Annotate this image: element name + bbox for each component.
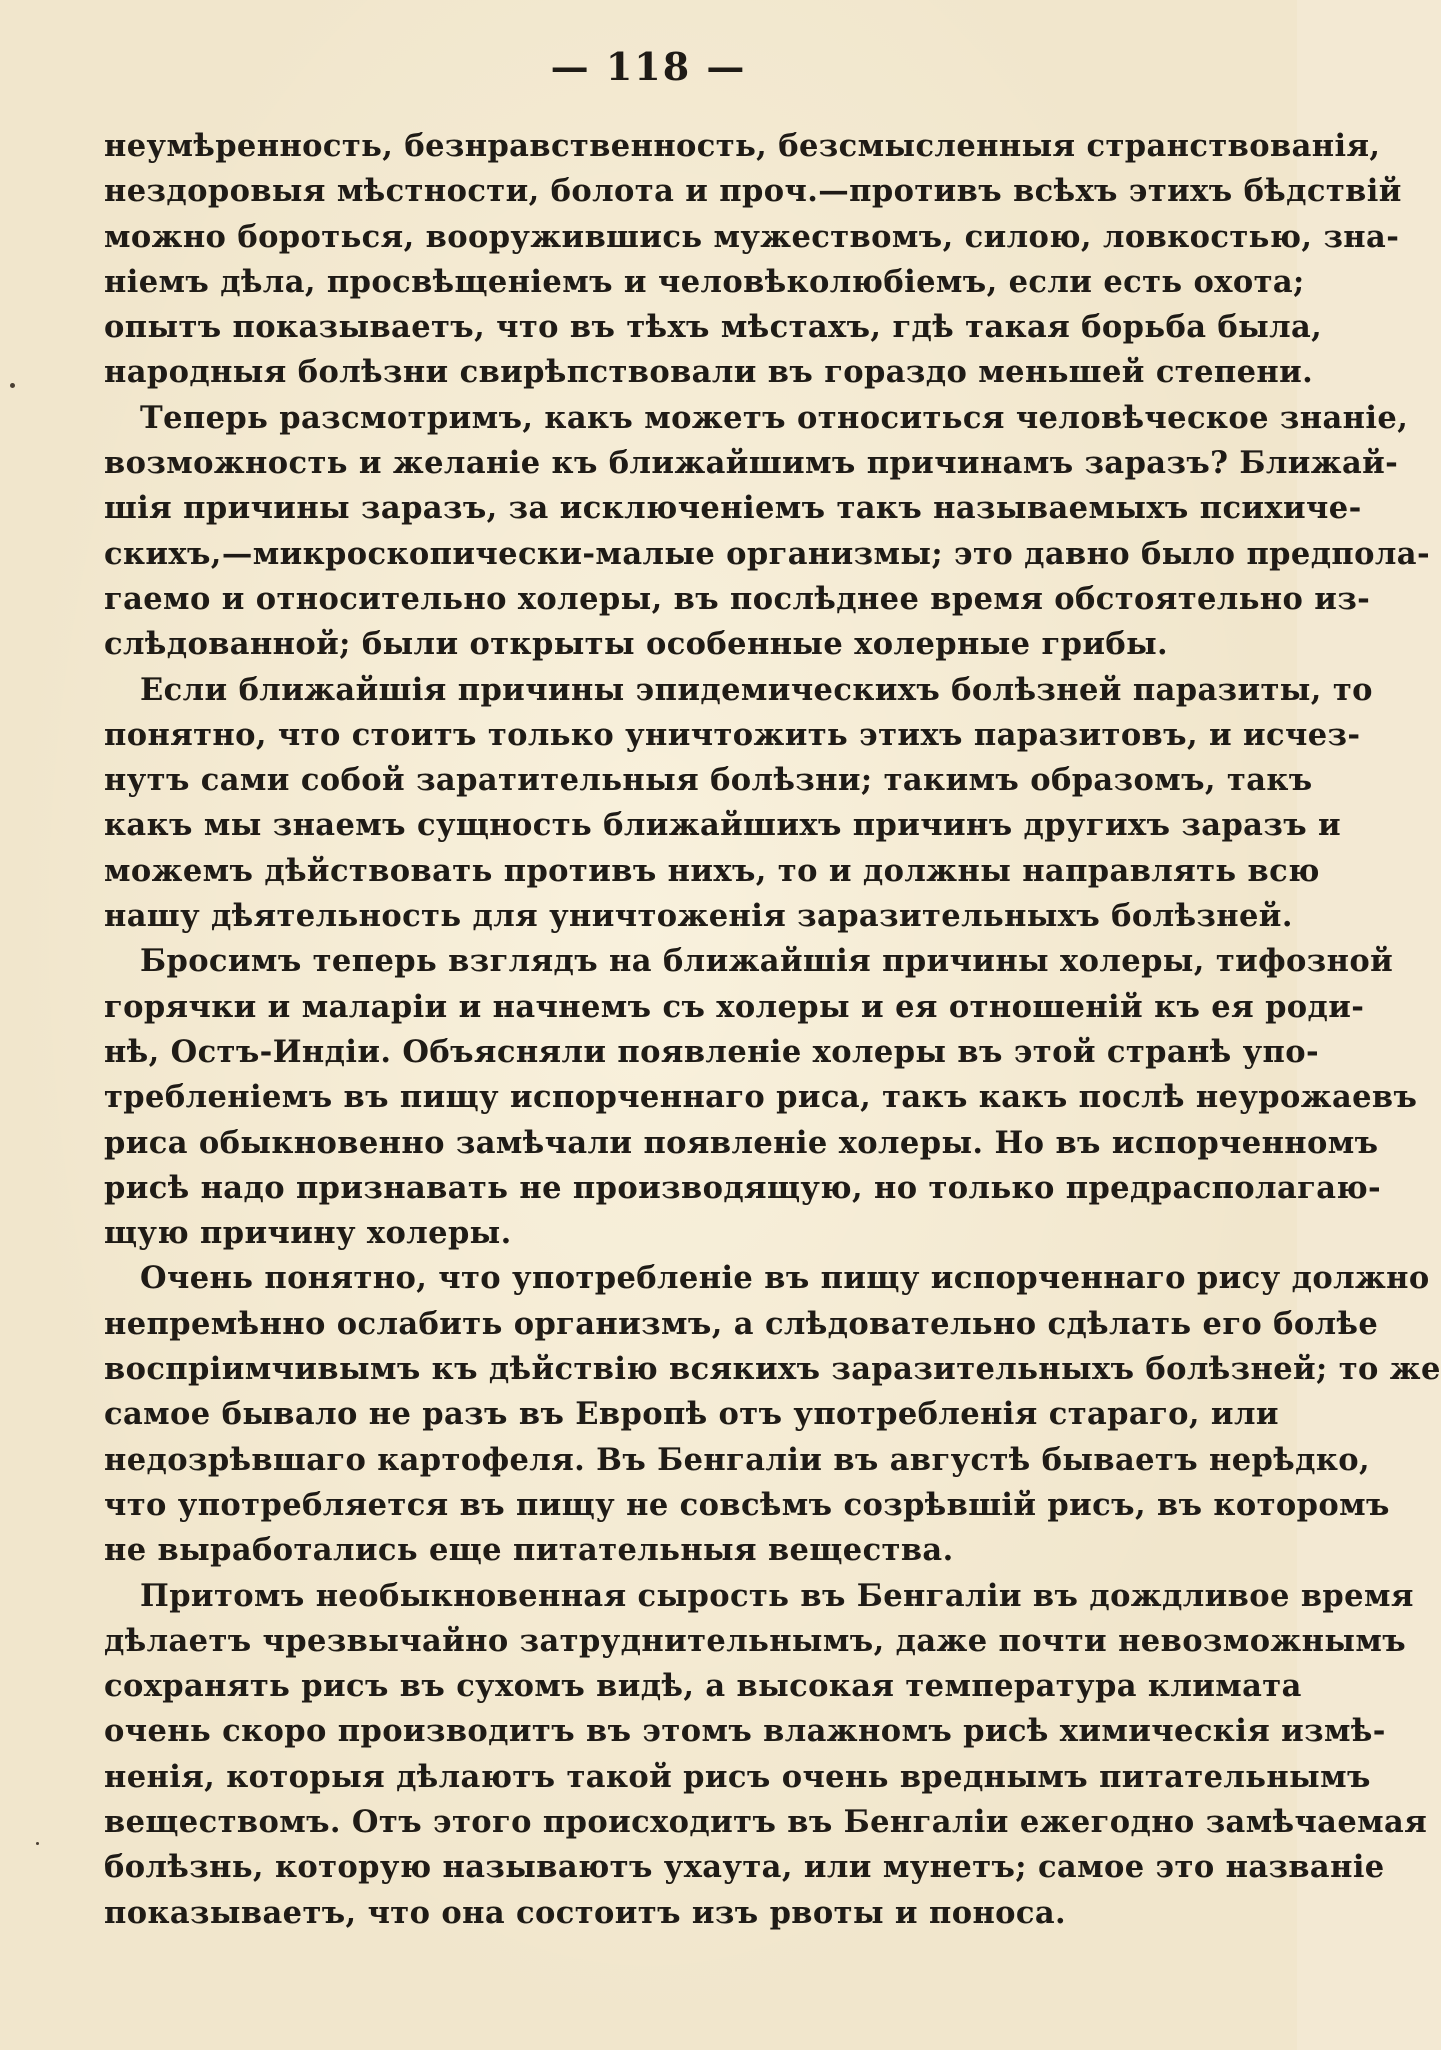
body-text [104, 124, 1441, 1936]
text-line: какъ мы знаемъ сущность ближайшихъ причинъ другихъ заразъ и [104, 807, 1342, 844]
text-line: горячки и маларіи и начнемъ съ холеры и ея отношеній къ ея роди- [104, 988, 1365, 1025]
text-line: не выработались еще питательныя вещества. [104, 1532, 954, 1569]
text-line: Теперь разсмотримъ, какъ можетъ относиться человѣческое знаніе, [140, 399, 1409, 436]
text-line: возможность и желаніе къ ближайшимъ причинамъ заразъ? Ближай- [104, 445, 1399, 482]
text-line: можно бороться, вооружившись мужествомъ, силою, ловкостью, зна- [104, 218, 1400, 255]
text-line: Притомъ необыкновенная сырость въ Бенгаліи въ дождливое время [140, 1577, 1414, 1614]
text-line: сохранять рисъ въ сухомъ видѣ, а высокая температура климата [104, 1668, 1302, 1705]
text-line: шія причины заразъ, за исключеніемъ такъ называемыхъ психиче- [104, 490, 1362, 527]
text-line: самое бывало не разъ въ Европѣ отъ употребленія стараго, или [104, 1396, 1279, 1433]
text-line: риса обыкновенно замѣчали появленіе холеры. Но въ испорченномъ [104, 1124, 1379, 1161]
text-line: воспріимчивымъ къ дѣйствію всякихъ заразительныхъ болѣзней; то же [104, 1351, 1441, 1388]
text-line: недозрѣвшаго картофеля. Въ Бенгаліи въ августѣ бываетъ нерѣдко, [104, 1441, 1371, 1478]
text-line: показываетъ, что она состоитъ изъ рвоты и поноса. [104, 1894, 1067, 1931]
ink-speck [10, 383, 15, 388]
text-line: неумѣренность, безнравственность, безсмысленныя странствованія, [104, 128, 1381, 164]
text-line: нутъ сами собой заратительныя болѣзни; такимъ образомъ, такъ [104, 762, 1313, 799]
page-number: — 118 — [550, 44, 747, 89]
text-line: ніемъ дѣла, просвѣщеніемъ и человѣколюбіемъ, если есть охота; [104, 263, 1305, 300]
text-line: слѣдованной; были открыты особенные холерные грибы. [104, 626, 1169, 663]
text-line: Бросимъ теперь взглядъ на ближайшія причины холеры, тифозной [140, 943, 1394, 980]
text-line: гаемо и относительно холеры, въ послѣднее время обстоятельно из- [104, 580, 1371, 617]
text-line: рисѣ надо признавать не производящую, но только предрасполагаю- [104, 1169, 1382, 1206]
text-line: щую причину холеры. [104, 1215, 512, 1252]
text-line: ненія, которыя дѣлаютъ такой рисъ очень вреднымъ питательнымъ [104, 1758, 1371, 1795]
ink-speck [36, 1842, 39, 1845]
text-line: Если ближайшія причины эпидемическихъ болѣзней паразиты, то [140, 671, 1373, 708]
text-line: болѣзнь, которую называютъ ухаута, или мунетъ; самое это названіе [104, 1849, 1385, 1886]
text-line: дѣлаетъ чрезвычайно затруднительнымъ, даже почти невозможнымъ [104, 1622, 1407, 1659]
text-line: Очень понятно, что употребленіе въ пищу испорченнаго рису должно [140, 1260, 1430, 1297]
text-line: что употребляется въ пищу не совсѣмъ созрѣвшій рисъ, въ которомъ [104, 1486, 1390, 1523]
text-line: народныя болѣзни свирѣпствовали въ гораздо меньшей степени. [104, 354, 1314, 391]
text-line: скихъ,—микроскопически-малые организмы; это давно было предпола- [104, 535, 1431, 572]
text-line: нѣ, Остъ-Индіи. Объясняли появленіе холеры въ этой странѣ упо- [104, 1033, 1320, 1070]
text-line: опытъ показываетъ, что въ тѣхъ мѣстахъ, гдѣ такая борьба была, [104, 309, 1323, 346]
text-line: веществомъ. Отъ этого происходитъ въ Бенгаліи ежегодно замѣчаемая [104, 1803, 1428, 1840]
text-line: можемъ дѣйствовать противъ нихъ, то и должны направлять всю [104, 852, 1320, 889]
text-line: требленіемъ въ пищу испорченнаго риса, такъ какъ послѣ неурожаевъ [104, 1079, 1418, 1116]
text-line: нашу дѣятельность для уничтоженія заразительныхъ болѣзней. [104, 898, 1293, 935]
text-line: понятно, что стоитъ только уничтожить этихъ паразитовъ, и исчез- [104, 716, 1361, 753]
text-line: нездоровыя мѣстности, болота и проч.—противъ всѣхъ этихъ бѣдствій [104, 173, 1402, 210]
text-line: очень скоро производитъ въ этомъ влажномъ рисѣ химическія измѣ- [104, 1713, 1386, 1750]
text-line: непремѣнно ослабить организмъ, а слѣдовательно сдѣлать его болѣе [104, 1305, 1379, 1342]
